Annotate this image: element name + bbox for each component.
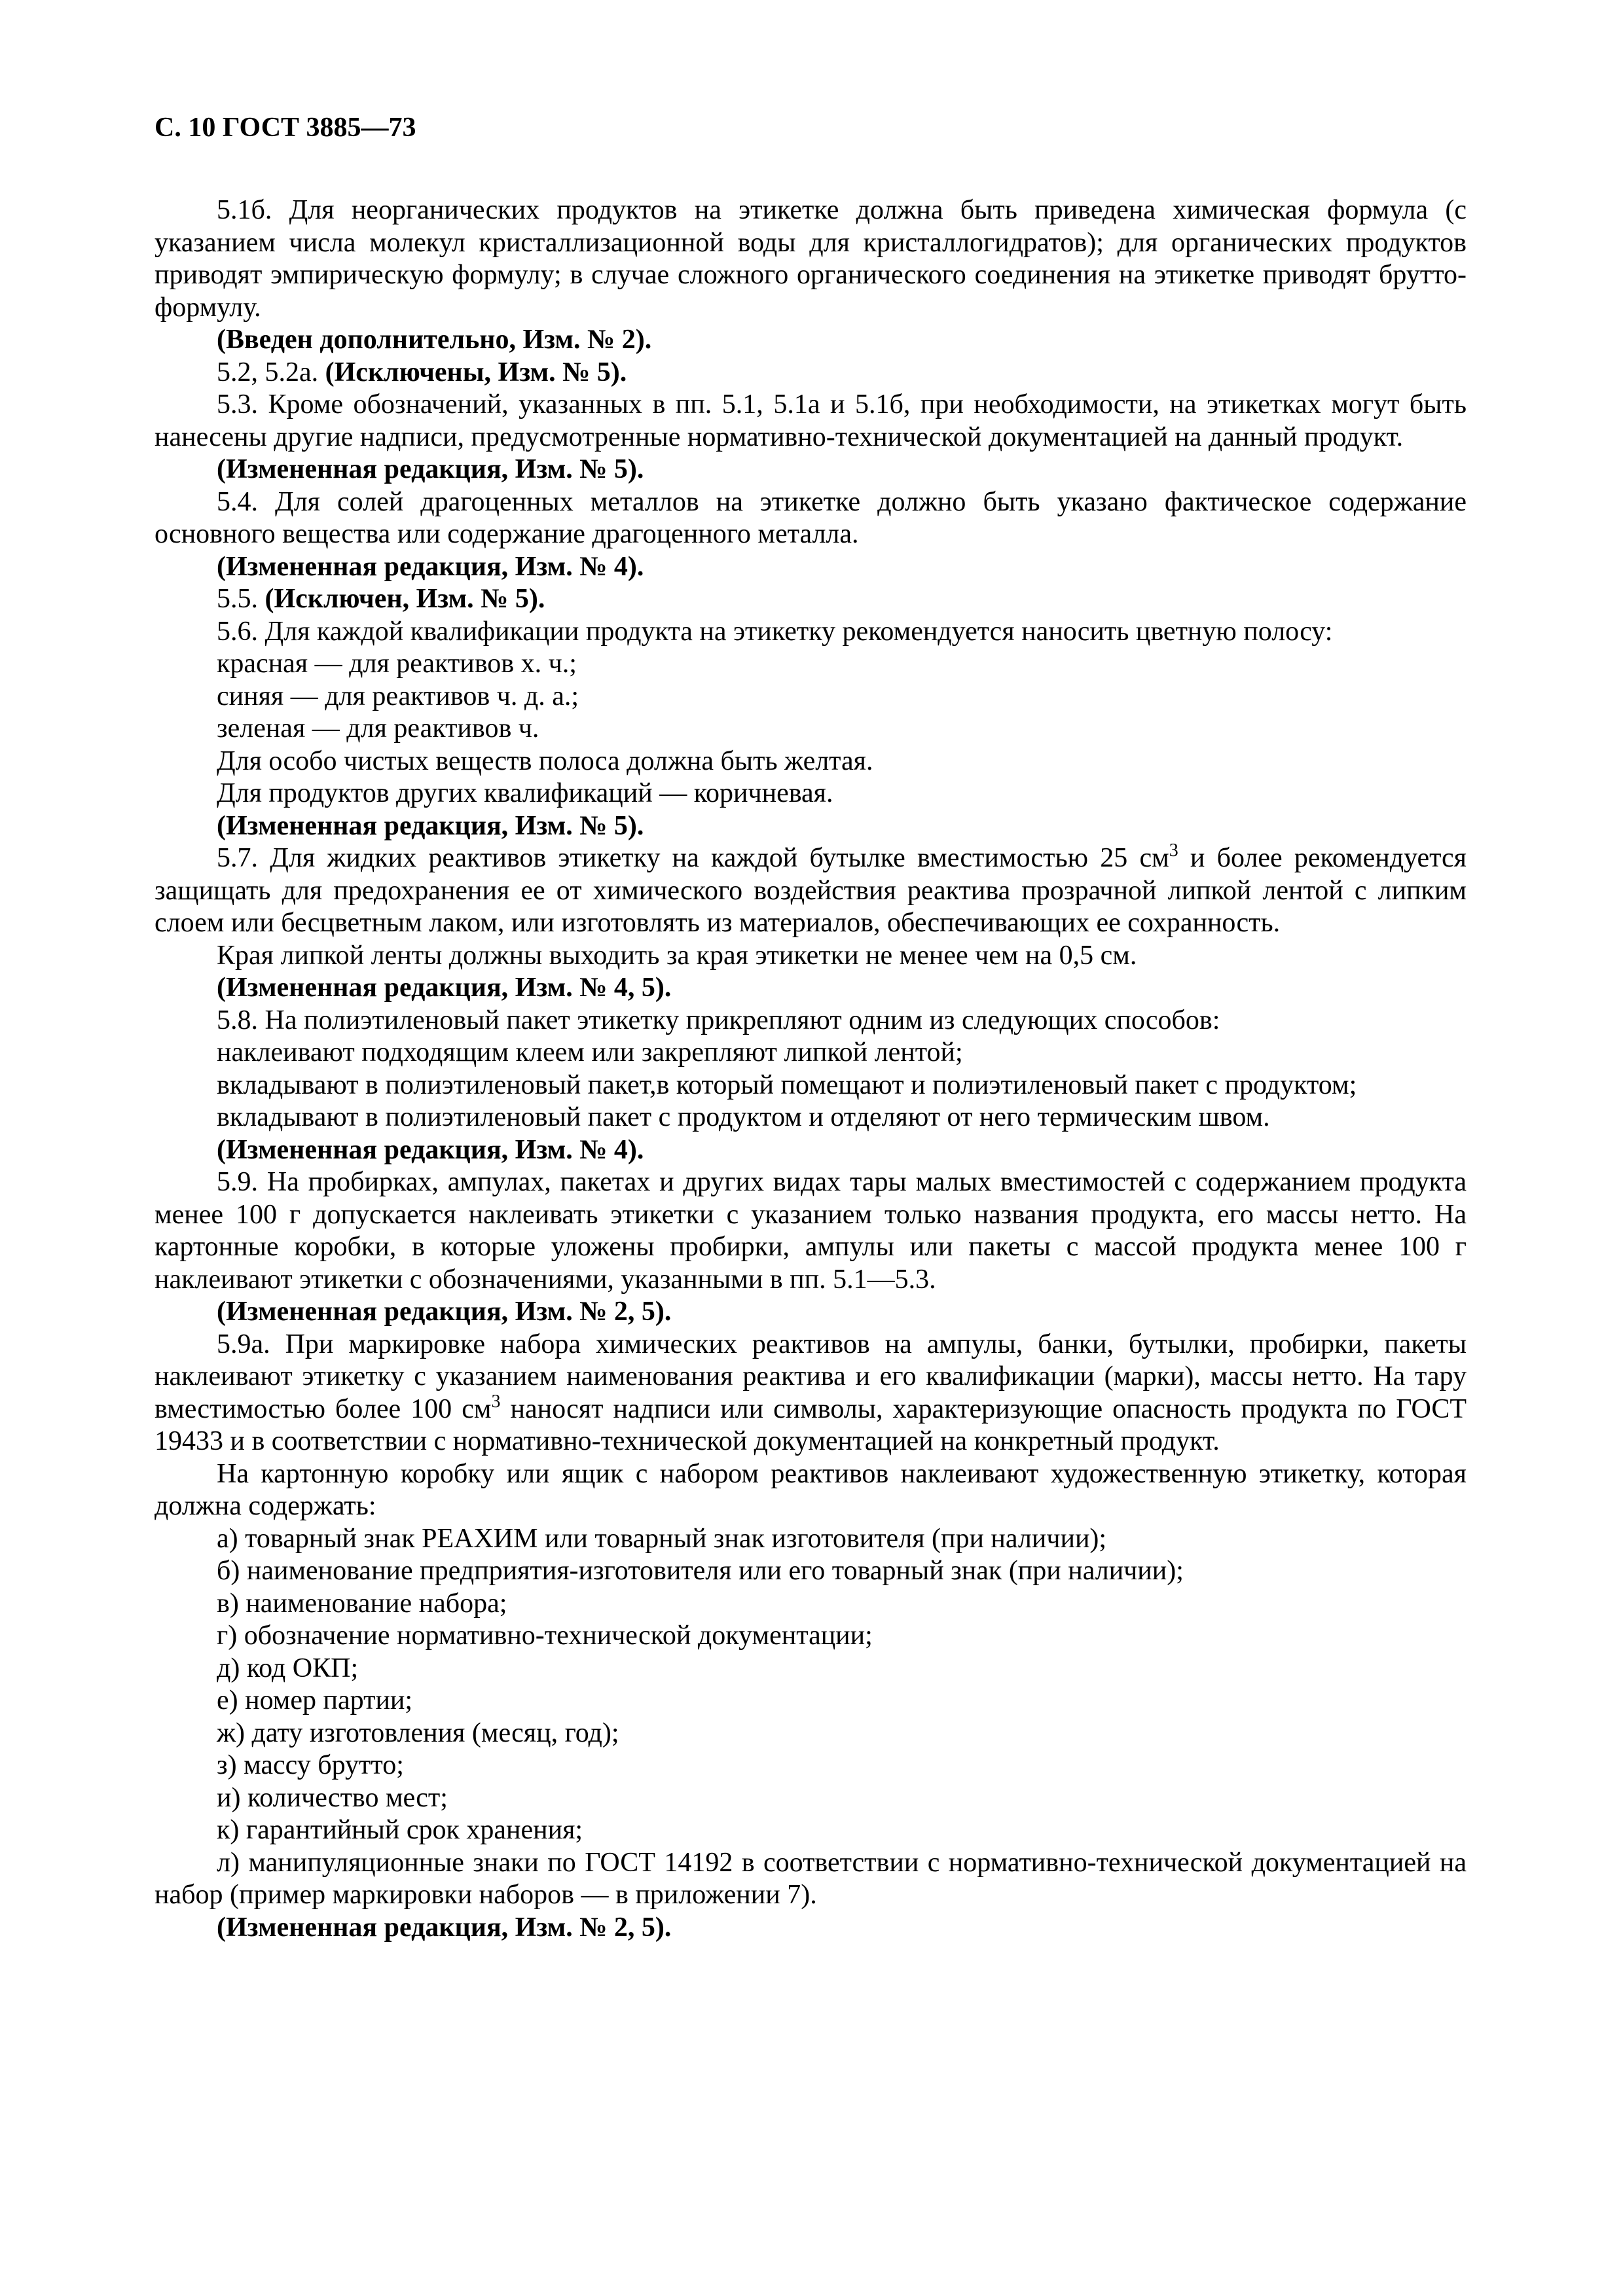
list-item: ж) дату изготовления (месяц, год);	[217, 1717, 619, 1748]
clause-number: 5.2, 5.2а.	[217, 357, 325, 387]
clause-5-9: 5.9. На пробирках, ампулах, пакетах и других видах тары малых вместимостей с содержанием продукта менее 100 г допускается наклеивать этикетки с указанием только названия продукта, его массы нетто. На картонные коробки, в которые уложены пробирки, ампулы или пакеты с массой продукта менее 100 г наклеивают этикетки с обозначениями, указанными в пп. 5.1—5.3.	[155, 1167, 1467, 1295]
list-item: к) гарантийный срок хранения;	[217, 1815, 583, 1845]
page-header: С. 10 ГОСТ 3885—73	[155, 113, 416, 143]
amendment-note: (Введен дополнительно, Изм. № 2).	[217, 325, 652, 355]
clause-5-5	[155, 583, 1467, 616]
document-body	[155, 194, 1467, 1944]
clause-5-9a	[155, 1329, 1467, 1458]
clause-text: и более рекомендуется защищать для предохранения ее от химического воздействия реактива прозрачной липкой лентой с липким слоем или бесцветным лаком, или изготовлять из материалов, обеспечивающих ее сохранность.	[155, 843, 1467, 938]
clause-text: 5.7. Для жидких реактивов этикетку на каждой бутылке вместимостью 25 см	[217, 843, 1169, 873]
tape-edge-text: Края липкой ленты должны выходить за края этикетки не менее чем на 0,5 см.	[217, 940, 1137, 971]
color-stripe-item: Для особо чистых веществ полоса должна быть желтая.	[217, 745, 873, 776]
clause-text: 5.9а. При маркировке набора химических реактивов на ампулы, банки, бутылки, пробирки, пакеты наклеивают этикетку с указанием наименования реактива и его квалификации (марки), массы нетто. На тару вместимостью более 100 см	[155, 1329, 1467, 1424]
list-item: а) товарный знак РЕАХИМ или товарный знак изготовителя (при наличии);	[217, 1523, 1107, 1554]
list-item: б) наименование предприятия-изготовителя или его товарный знак (при наличии);	[217, 1556, 1184, 1586]
clause-5-1b: 5.1б. Для неорганических продуктов на этикетке должна быть приведена химическая формула (с указанием числа молекул кристаллизационной воды для кристаллогидратов); для органических продуктов приводят эмпирическую формулу; в случае сложного органического соединения на этикетке приводят брутто-формулу.	[155, 195, 1467, 323]
clause-5-3: 5.3. Кроме обозначений, указанных в пп. 5.1, 5.1а и 5.1б, при необходимости, на этикетках могут быть нанесены другие надписи, предусмотренные нормативно-технической документацией на данный продукт.	[155, 389, 1467, 452]
list-item: е) номер партии;	[217, 1685, 413, 1715]
amendment-note: (Измененная редакция, Изм. № 4).	[217, 1134, 644, 1165]
attach-method: наклеивают подходящим клеем или закрепляют липкой лентой;	[217, 1037, 963, 1067]
superscript: 3	[1169, 840, 1178, 861]
color-stripe-item: красная — для реактивов х. ч.;	[217, 649, 577, 679]
color-stripe-item: Для продуктов других квалификаций — коричневая.	[217, 778, 833, 808]
clause-5-4: 5.4. Для солей драгоценных металлов на этикетке должно быть указано фактическое содержание основного вещества или содержание драгоценного металла.	[155, 486, 1467, 549]
clause-5-2	[155, 357, 1467, 389]
amendment-note: (Измененная редакция, Изм. № 2, 5).	[217, 1912, 672, 1943]
superscript: 3	[491, 1391, 501, 1412]
list-item: з) массу брутто;	[217, 1750, 404, 1780]
list-item: д) код ОКП;	[217, 1653, 359, 1683]
clause-text: наносят надписи или символы, характеризующие опасность продукта по ГОСТ 19433 и в соответствии с нормативно-технической документацией на конкретный продукт.	[155, 1393, 1467, 1456]
list-item: л) манипуляционные знаки по ГОСТ 14192 в соответствии с нормативно-технической документацией на набор (пример маркировки наборов — в приложении 7).	[155, 1847, 1467, 1910]
list-item: г) обозначение нормативно-технической документации;	[217, 1621, 873, 1651]
amendment-note: (Измененная редакция, Изм. № 5).	[217, 454, 644, 484]
attach-method: вкладывают в полиэтиленовый пакет,в который помещают и полиэтиленовый пакет с продуктом;	[217, 1069, 1357, 1100]
attach-method: вкладывают в полиэтиленовый пакет с продуктом и отделяют от него термическим швом.	[217, 1102, 1270, 1132]
clause-5-8: 5.8. На полиэтиленовый пакет этикетку прикрепляют одним из следующих способов:	[217, 1005, 1220, 1035]
color-stripe-item: зеленая — для реактивов ч.	[217, 713, 539, 744]
amendment-note: (Исключен, Изм. № 5).	[264, 584, 545, 614]
amendment-note: (Измененная редакция, Изм. № 2, 5).	[217, 1297, 672, 1327]
amendment-note: (Исключены, Изм. № 5).	[325, 357, 627, 387]
amendment-note: (Измененная редакция, Изм. № 5).	[217, 810, 644, 841]
amendment-note: (Измененная редакция, Изм. № 4).	[217, 551, 644, 582]
kit-label-intro: На картонную коробку или ящик с набором реактивов наклеивают художественную этикетку, которая должна содержать:	[155, 1458, 1467, 1521]
clause-number: 5.5.	[217, 584, 265, 614]
amendment-note: (Измененная редакция, Изм. № 4, 5).	[217, 973, 672, 1003]
color-stripe-item: синяя — для реактивов ч. д. а.;	[217, 681, 579, 711]
clause-5-7	[155, 842, 1467, 940]
list-item: в) наименование набора;	[217, 1588, 507, 1619]
clause-5-6: 5.6. Для каждой квалификации продукта на этикетку рекомендуется наносить цветную полосу:	[217, 616, 1333, 647]
list-item: и) количество мест;	[217, 1782, 448, 1813]
